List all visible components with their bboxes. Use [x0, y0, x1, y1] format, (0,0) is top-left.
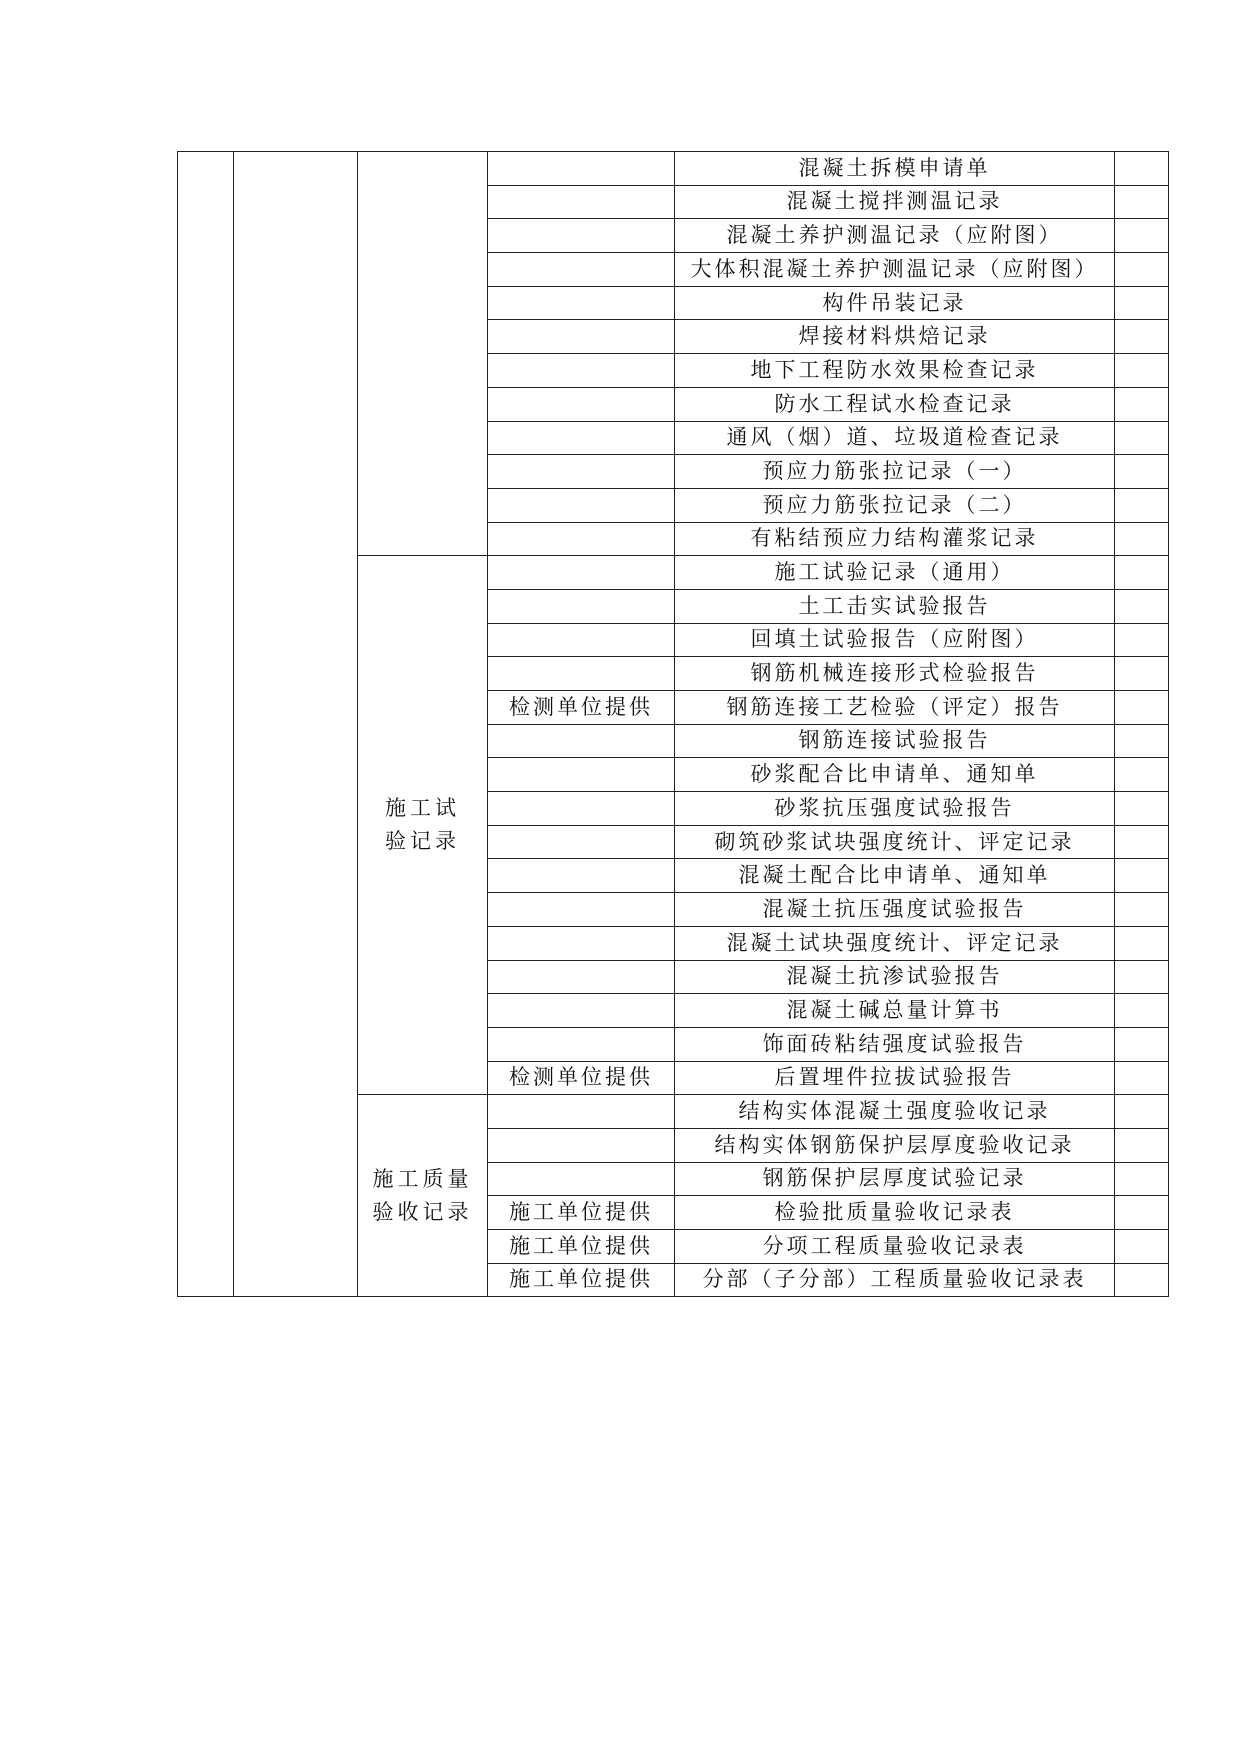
provider-cell [488, 994, 675, 1028]
provider-cell [488, 724, 675, 758]
provider-cell [488, 1095, 675, 1129]
records-table [177, 151, 1169, 1297]
record-name-cell: 土工击实试验报告 [675, 589, 1115, 623]
record-name-cell: 通风（烟）道、垃圾道检查记录 [675, 421, 1115, 455]
provider-cell [488, 354, 675, 388]
remark-cell [1115, 488, 1169, 522]
record-name-cell: 分部（子分部）工程质量验收记录表 [675, 1263, 1115, 1297]
provider-cell [488, 421, 675, 455]
provider-cell [488, 960, 675, 994]
record-name-cell: 焊接材料烘焙记录 [675, 320, 1115, 354]
record-group-label-line: 施工试 [385, 796, 460, 821]
provider-cell [488, 488, 675, 522]
record-name-cell: 砂浆抗压强度试验报告 [675, 792, 1115, 826]
record-group-label-line: 验记录 [385, 829, 460, 854]
remark-cell [1115, 792, 1169, 826]
provider-cell [488, 219, 675, 253]
record-group-label-line: 施工质量 [372, 1166, 473, 1191]
provider-cell [488, 825, 675, 859]
record-name-cell: 混凝土拆模申请单 [675, 152, 1115, 186]
remark-cell [1115, 1128, 1169, 1162]
record-group-label-line: 验收记录 [372, 1199, 473, 1224]
provider-cell [488, 926, 675, 960]
remark-cell [1115, 387, 1169, 421]
remark-cell [1115, 286, 1169, 320]
provider-cell [488, 893, 675, 927]
remark-cell [1115, 657, 1169, 691]
category-cell-level-1 [178, 152, 234, 1297]
remark-cell [1115, 1061, 1169, 1095]
record-name-cell: 预应力筋张拉记录（一） [675, 455, 1115, 489]
remark-cell [1115, 320, 1169, 354]
record-name-cell: 后置埋件拉拔试验报告 [675, 1061, 1115, 1095]
provider-cell [488, 1128, 675, 1162]
record-name-cell: 回填土试验报告（应附图） [675, 623, 1115, 657]
record-name-cell: 有粘结预应力结构灌浆记录 [675, 522, 1115, 556]
record-name-cell: 混凝土搅拌测温记录 [675, 185, 1115, 219]
record-name-cell: 结构实体混凝土强度验收记录 [675, 1095, 1115, 1129]
provider-cell: 施工单位提供 [488, 1263, 675, 1297]
record-name-cell: 防水工程试水检查记录 [675, 387, 1115, 421]
provider-cell [488, 320, 675, 354]
record-name-cell: 钢筋保护层厚度试验记录 [675, 1162, 1115, 1196]
record-group-cell [358, 556, 488, 1095]
remark-cell [1115, 556, 1169, 590]
provider-cell [488, 152, 675, 186]
records-table-body [178, 152, 1169, 1297]
provider-cell: 检测单位提供 [488, 691, 675, 725]
record-name-cell: 钢筋连接试验报告 [675, 724, 1115, 758]
category-cell-level-2 [234, 152, 358, 1297]
record-name-cell: 混凝土抗渗试验报告 [675, 960, 1115, 994]
record-name-cell: 混凝土碱总量计算书 [675, 994, 1115, 1028]
remark-cell [1115, 926, 1169, 960]
record-name-cell: 混凝土试块强度统计、评定记录 [675, 926, 1115, 960]
record-name-cell: 结构实体钢筋保护层厚度验收记录 [675, 1128, 1115, 1162]
remark-cell [1115, 219, 1169, 253]
record-name-cell: 地下工程防水效果检查记录 [675, 354, 1115, 388]
remark-cell [1115, 1230, 1169, 1264]
record-name-cell: 检验批质量验收记录表 [675, 1196, 1115, 1230]
provider-cell [488, 185, 675, 219]
remark-cell [1115, 354, 1169, 388]
record-name-cell: 分项工程质量验收记录表 [675, 1230, 1115, 1264]
provider-cell [488, 792, 675, 826]
remark-cell [1115, 522, 1169, 556]
remark-cell [1115, 893, 1169, 927]
record-name-cell: 构件吊装记录 [675, 286, 1115, 320]
remark-cell [1115, 724, 1169, 758]
provider-cell [488, 623, 675, 657]
remark-cell [1115, 691, 1169, 725]
table-row [178, 152, 1169, 186]
remark-cell [1115, 825, 1169, 859]
remark-cell [1115, 960, 1169, 994]
provider-cell [488, 556, 675, 590]
remark-cell [1115, 1095, 1169, 1129]
remark-cell [1115, 623, 1169, 657]
provider-cell [488, 1162, 675, 1196]
remark-cell [1115, 1162, 1169, 1196]
record-name-cell: 混凝土配合比申请单、通知单 [675, 859, 1115, 893]
provider-cell [488, 1027, 675, 1061]
record-name-cell: 预应力筋张拉记录（二） [675, 488, 1115, 522]
record-name-cell: 砂浆配合比申请单、通知单 [675, 758, 1115, 792]
remark-cell [1115, 1027, 1169, 1061]
provider-cell: 施工单位提供 [488, 1230, 675, 1264]
remark-cell [1115, 185, 1169, 219]
provider-cell [488, 387, 675, 421]
provider-cell [488, 859, 675, 893]
provider-cell: 施工单位提供 [488, 1196, 675, 1230]
record-name-cell: 施工试验记录（通用） [675, 556, 1115, 590]
provider-cell [488, 522, 675, 556]
record-group-cell [358, 1095, 488, 1297]
remark-cell [1115, 994, 1169, 1028]
record-name-cell: 钢筋连接工艺检验（评定）报告 [675, 691, 1115, 725]
provider-cell [488, 758, 675, 792]
remark-cell [1115, 1263, 1169, 1297]
remark-cell [1115, 152, 1169, 186]
record-group-cell [358, 152, 488, 556]
remark-cell [1115, 859, 1169, 893]
record-name-cell: 混凝土抗压强度试验报告 [675, 893, 1115, 927]
provider-cell [488, 657, 675, 691]
provider-cell [488, 455, 675, 489]
remark-cell [1115, 421, 1169, 455]
provider-cell [488, 286, 675, 320]
remark-cell [1115, 253, 1169, 287]
remark-cell [1115, 1196, 1169, 1230]
record-name-cell: 钢筋机械连接形式检验报告 [675, 657, 1115, 691]
provider-cell [488, 253, 675, 287]
record-name-cell: 大体积混凝土养护测温记录（应附图） [675, 253, 1115, 287]
record-name-cell: 混凝土养护测温记录（应附图） [675, 219, 1115, 253]
remark-cell [1115, 758, 1169, 792]
provider-cell: 检测单位提供 [488, 1061, 675, 1095]
remark-cell [1115, 589, 1169, 623]
provider-cell [488, 589, 675, 623]
remark-cell [1115, 455, 1169, 489]
record-name-cell: 砌筑砂浆试块强度统计、评定记录 [675, 825, 1115, 859]
record-name-cell: 饰面砖粘结强度试验报告 [675, 1027, 1115, 1061]
